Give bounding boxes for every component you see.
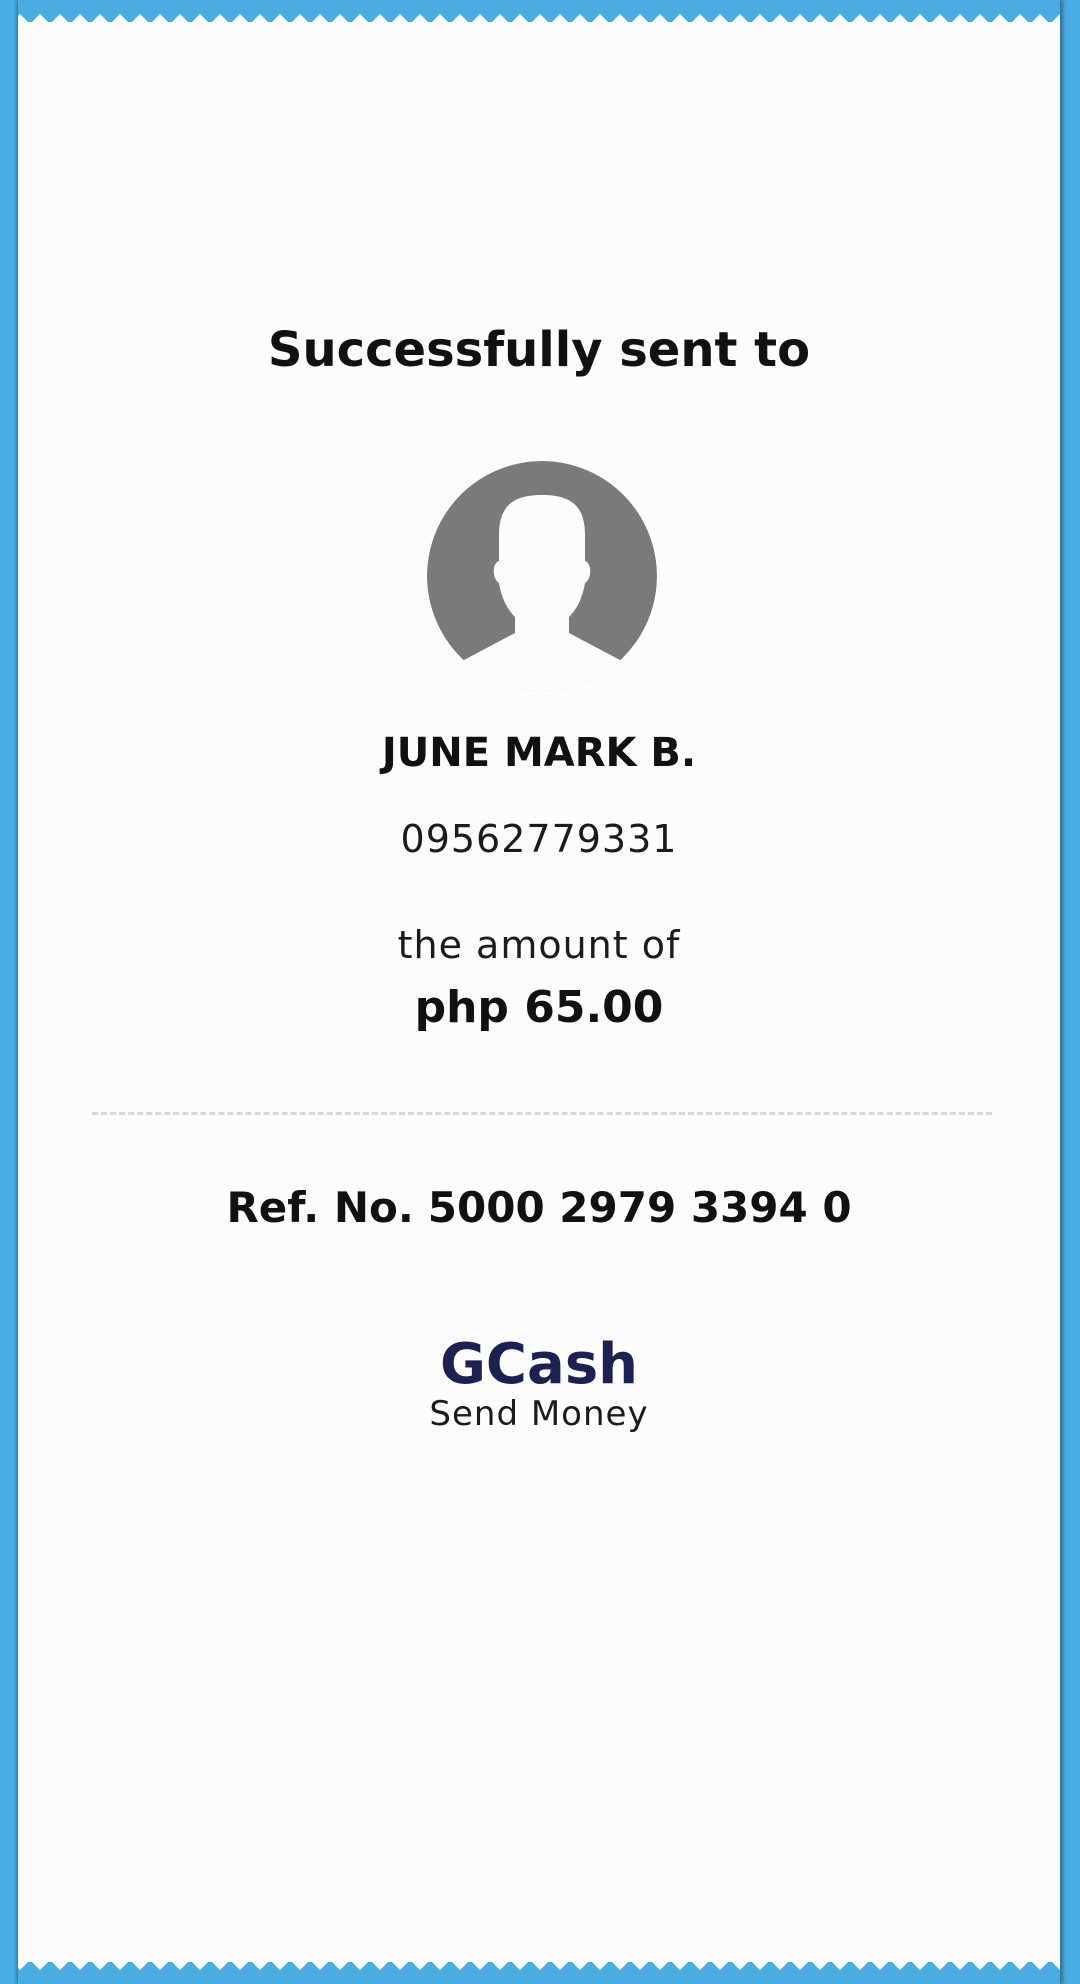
recipient-avatar-icon xyxy=(427,461,657,691)
service-name: Send Money xyxy=(429,1394,649,1434)
amount-value: php 65.00 xyxy=(414,982,664,1033)
success-title: Successfully sent to xyxy=(267,322,811,378)
reference-number-row xyxy=(18,1183,1060,1232)
dashed-divider xyxy=(92,1112,992,1115)
receipt-zigzag-bottom-edge xyxy=(18,1962,1060,1984)
receipt-zigzag-top-edge xyxy=(18,0,1060,22)
recipient-phone: 09562779331 xyxy=(400,817,678,861)
amount-label: the amount of xyxy=(397,923,681,967)
reference-label: Ref. No. xyxy=(226,1183,414,1232)
gcash-logo: GCash xyxy=(439,1332,639,1397)
receipt-card xyxy=(18,0,1060,1984)
recipient-name: JUNE MARK B. xyxy=(381,730,697,776)
reference-number: 5000 2979 3394 0 xyxy=(427,1183,852,1232)
